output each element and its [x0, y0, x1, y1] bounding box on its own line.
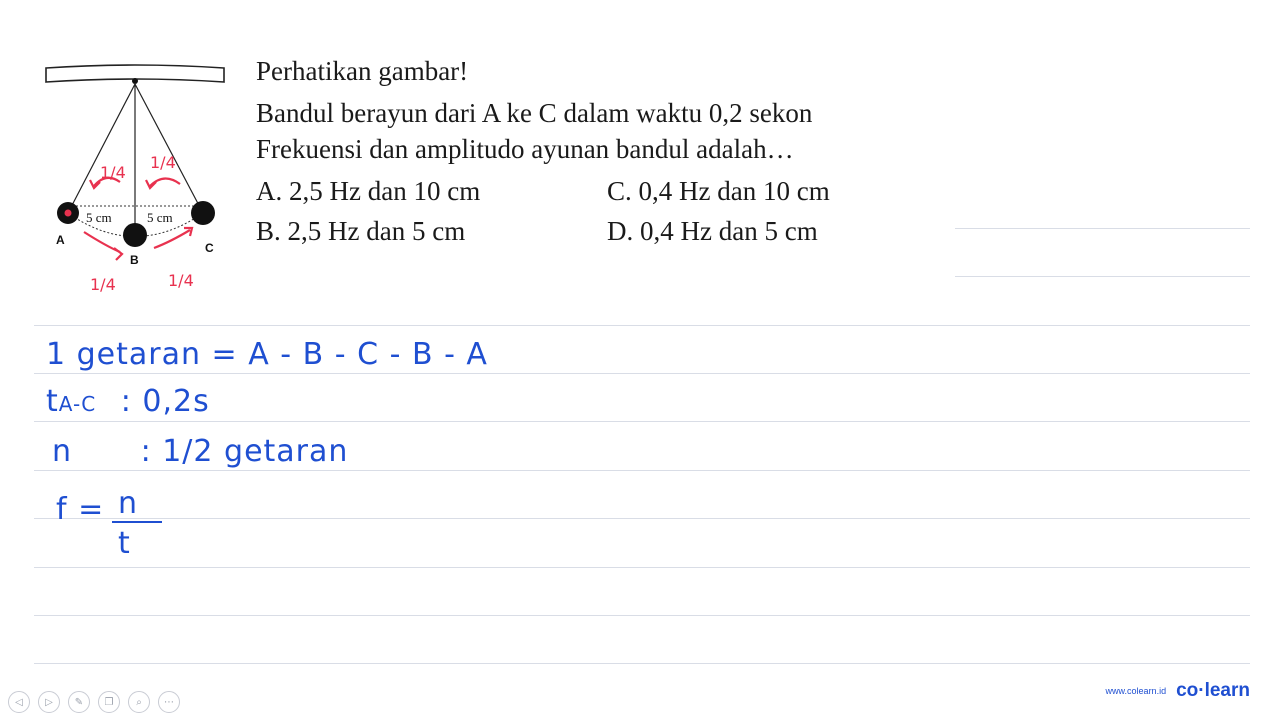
- quarter-upper-right: 1/4: [150, 153, 176, 172]
- note-t-subscript: A-C: [58, 392, 97, 416]
- prev-icon[interactable]: ◁: [8, 691, 30, 713]
- rule-line: [34, 325, 1250, 326]
- option-a[interactable]: A. 2,5 Hz dan 10 cm: [256, 176, 481, 206]
- note-f: f =: [56, 492, 105, 527]
- rule-line: [955, 228, 1250, 229]
- rule-line: [34, 663, 1250, 664]
- question-title: Perhatikan gambar!: [256, 56, 469, 86]
- quarter-lower-right: 1/4: [168, 271, 194, 290]
- rule-line: [955, 276, 1250, 277]
- rule-line: [34, 421, 1250, 422]
- note-t-value: : 0,2s: [120, 384, 210, 419]
- note-n: n: [52, 434, 73, 469]
- note-n-value: : 1/2 getaran: [140, 434, 349, 469]
- label-a: A: [56, 233, 65, 247]
- more-icon[interactable]: ⋯: [158, 691, 180, 713]
- label-c: C: [205, 241, 214, 255]
- brand: [1106, 680, 1250, 702]
- note-line-2: [46, 384, 210, 419]
- fraction-bar: [112, 521, 162, 523]
- option-d[interactable]: D. 0,4 Hz dan 5 cm: [607, 216, 818, 246]
- bob-b: [123, 223, 147, 247]
- pendulum-diagram: [40, 60, 240, 310]
- dist-right-label: 5 cm: [147, 210, 173, 225]
- note-f-numerator: n: [118, 486, 139, 521]
- arrow-lower-left-head: [114, 248, 122, 260]
- bob-a-highlight: [65, 210, 72, 217]
- quarter-upper-left: 1/4: [100, 163, 126, 182]
- rule-line: [34, 567, 1250, 568]
- rule-line: [34, 518, 1250, 519]
- dist-left-label: 5 cm: [86, 210, 112, 225]
- note-t: t: [46, 384, 59, 419]
- player-toolbar: [8, 691, 180, 713]
- option-c[interactable]: C. 0,4 Hz dan 10 cm: [607, 176, 830, 206]
- next-icon[interactable]: ▷: [38, 691, 60, 713]
- rule-line: [34, 470, 1250, 471]
- note-line-1: 1 getaran = A - B - C - B - A: [46, 337, 488, 372]
- zoom-icon[interactable]: ⌕: [128, 691, 150, 713]
- string-left: [68, 84, 135, 213]
- brand-url[interactable]: www.colearn.id: [1105, 686, 1167, 696]
- brand-logo: co·learn: [1176, 680, 1250, 701]
- quarter-lower-left: 1/4: [90, 275, 116, 294]
- bob-c: [191, 201, 215, 225]
- rule-line: [34, 373, 1250, 374]
- note-f-denominator: t: [118, 526, 131, 561]
- arrow-lower-right: [154, 230, 190, 248]
- question-line-1: Bandul berayun dari A ke C dalam waktu 0,2 sekon: [256, 98, 813, 128]
- pivot-dot: [132, 78, 138, 84]
- string-right: [135, 84, 203, 213]
- pen-icon[interactable]: ✎: [68, 691, 90, 713]
- copy-icon[interactable]: ❐: [98, 691, 120, 713]
- question-line-2: Frekuensi dan amplitudo ayunan bandul adalah…: [256, 134, 794, 164]
- label-b: B: [130, 253, 139, 267]
- rule-line: [34, 615, 1250, 616]
- note-line-3: [52, 434, 348, 469]
- option-b[interactable]: B. 2,5 Hz dan 5 cm: [256, 216, 466, 246]
